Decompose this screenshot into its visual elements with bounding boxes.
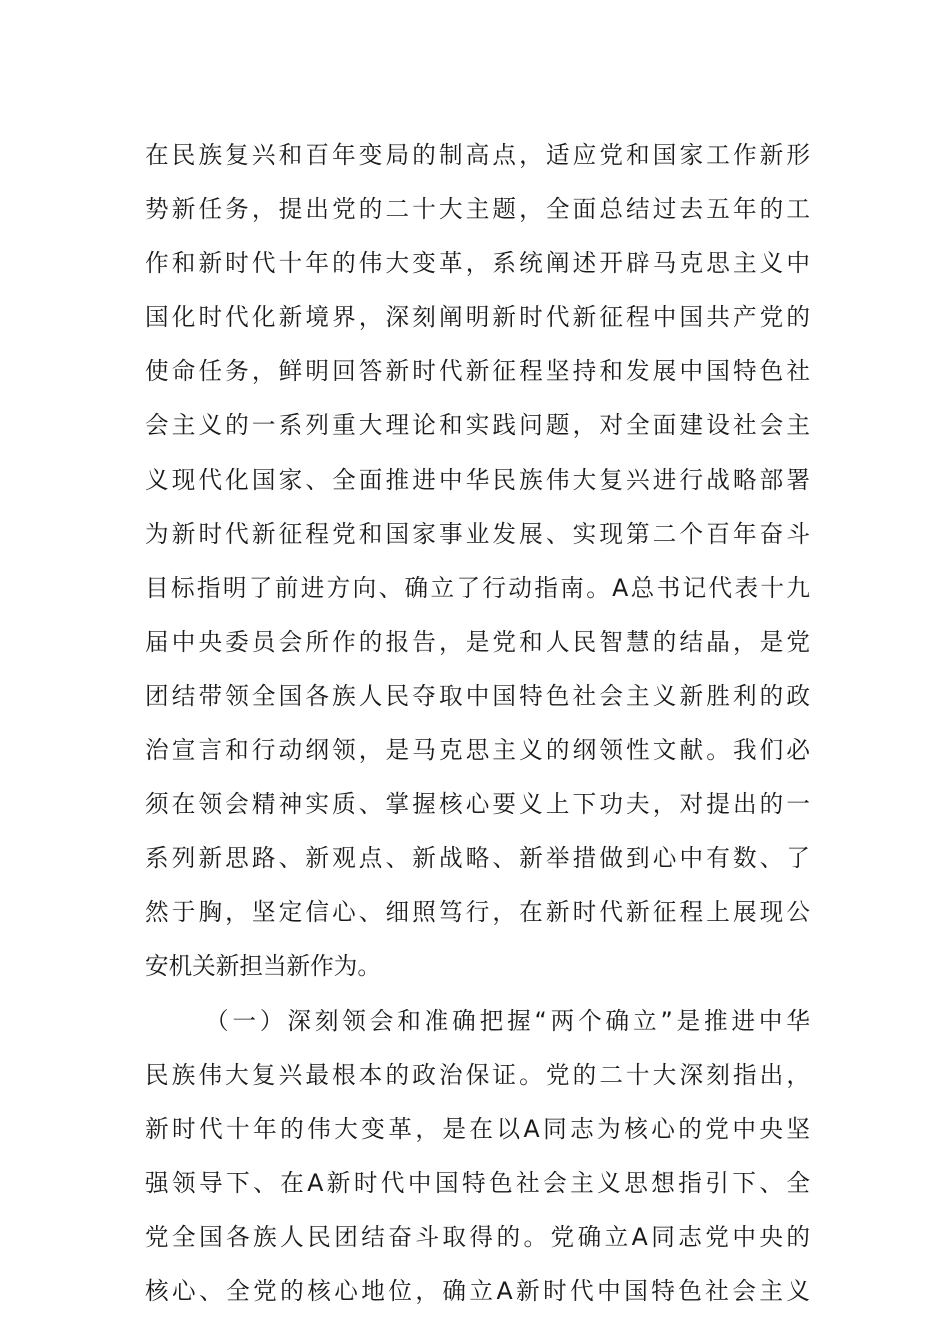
paragraph-1 xyxy=(145,128,810,994)
text-line: 治宣言和行动纲领，是马克思主义的纲领性文献。我们必 xyxy=(145,736,810,765)
text-line: 使命任务，鲜明回答新时代新征程坚持和发展中国特色社 xyxy=(145,357,810,386)
text-line: 为新时代新征程党和国家事业发展、实现第二个百年奋斗 xyxy=(145,519,810,548)
text-line: 然于胸，坚定信心、细照笃行，在新时代新征程上展现公 xyxy=(145,898,810,927)
text-line: 势新任务，提出党的二十大主题，全面总结过去五年的工 xyxy=(145,195,810,224)
text-line: 在民族复兴和百年变局的制高点，适应党和国家工作新形 xyxy=(145,141,810,169)
text-line: 核心、全党的核心地位，确立A新时代中国特色社会主义 xyxy=(145,1276,810,1305)
text-line: 安机关新担当新作为。 xyxy=(145,952,381,981)
text-line: 会主义的一系列重大理论和实践问题，对全面建设社会主 xyxy=(145,411,810,440)
text-line: 作和新时代十年的伟大变革，系统阐述开辟马克思主义中 xyxy=(145,249,810,278)
text-line: 须在领会精神实质、掌握核心要义上下功夫，对提出的一 xyxy=(145,790,810,819)
text-line: 党全国各族人民团结奋斗取得的。党确立A同志党中央的 xyxy=(145,1222,810,1251)
text-line: 义现代化国家、全面推进中华民族伟大复兴进行战略部署 xyxy=(145,465,810,494)
text-line: 国化时代化新境界，深刻阐明新时代新征程中国共产党的 xyxy=(145,303,810,332)
section-heading-line: （一）深刻领会和准确把握“两个确立”是推进中华 xyxy=(205,1006,810,1035)
text-line: 团结带领全国各族人民夺取中国特色社会主义新胜利的政 xyxy=(145,681,810,710)
text-line: 届中央委员会所作的报告，是党和人民智慧的结晶，是党 xyxy=(145,627,810,656)
text-line: 强领导下、在A新时代中国特色社会主义思想指引下、全 xyxy=(145,1168,810,1197)
paragraph-2 xyxy=(145,994,810,1319)
text-line: 新时代十年的伟大变革，是在以A同志为核心的党中央坚 xyxy=(145,1114,810,1143)
text-line: 民族伟大复兴最根本的政治保证。党的二十大深刻指出， xyxy=(145,1060,810,1089)
text-line: 目标指明了前进方向、确立了行动指南。A总书记代表十九 xyxy=(145,573,810,602)
text-line: 系列新思路、新观点、新战略、新举措做到心中有数、了 xyxy=(145,844,810,873)
document-body xyxy=(145,128,810,1318)
